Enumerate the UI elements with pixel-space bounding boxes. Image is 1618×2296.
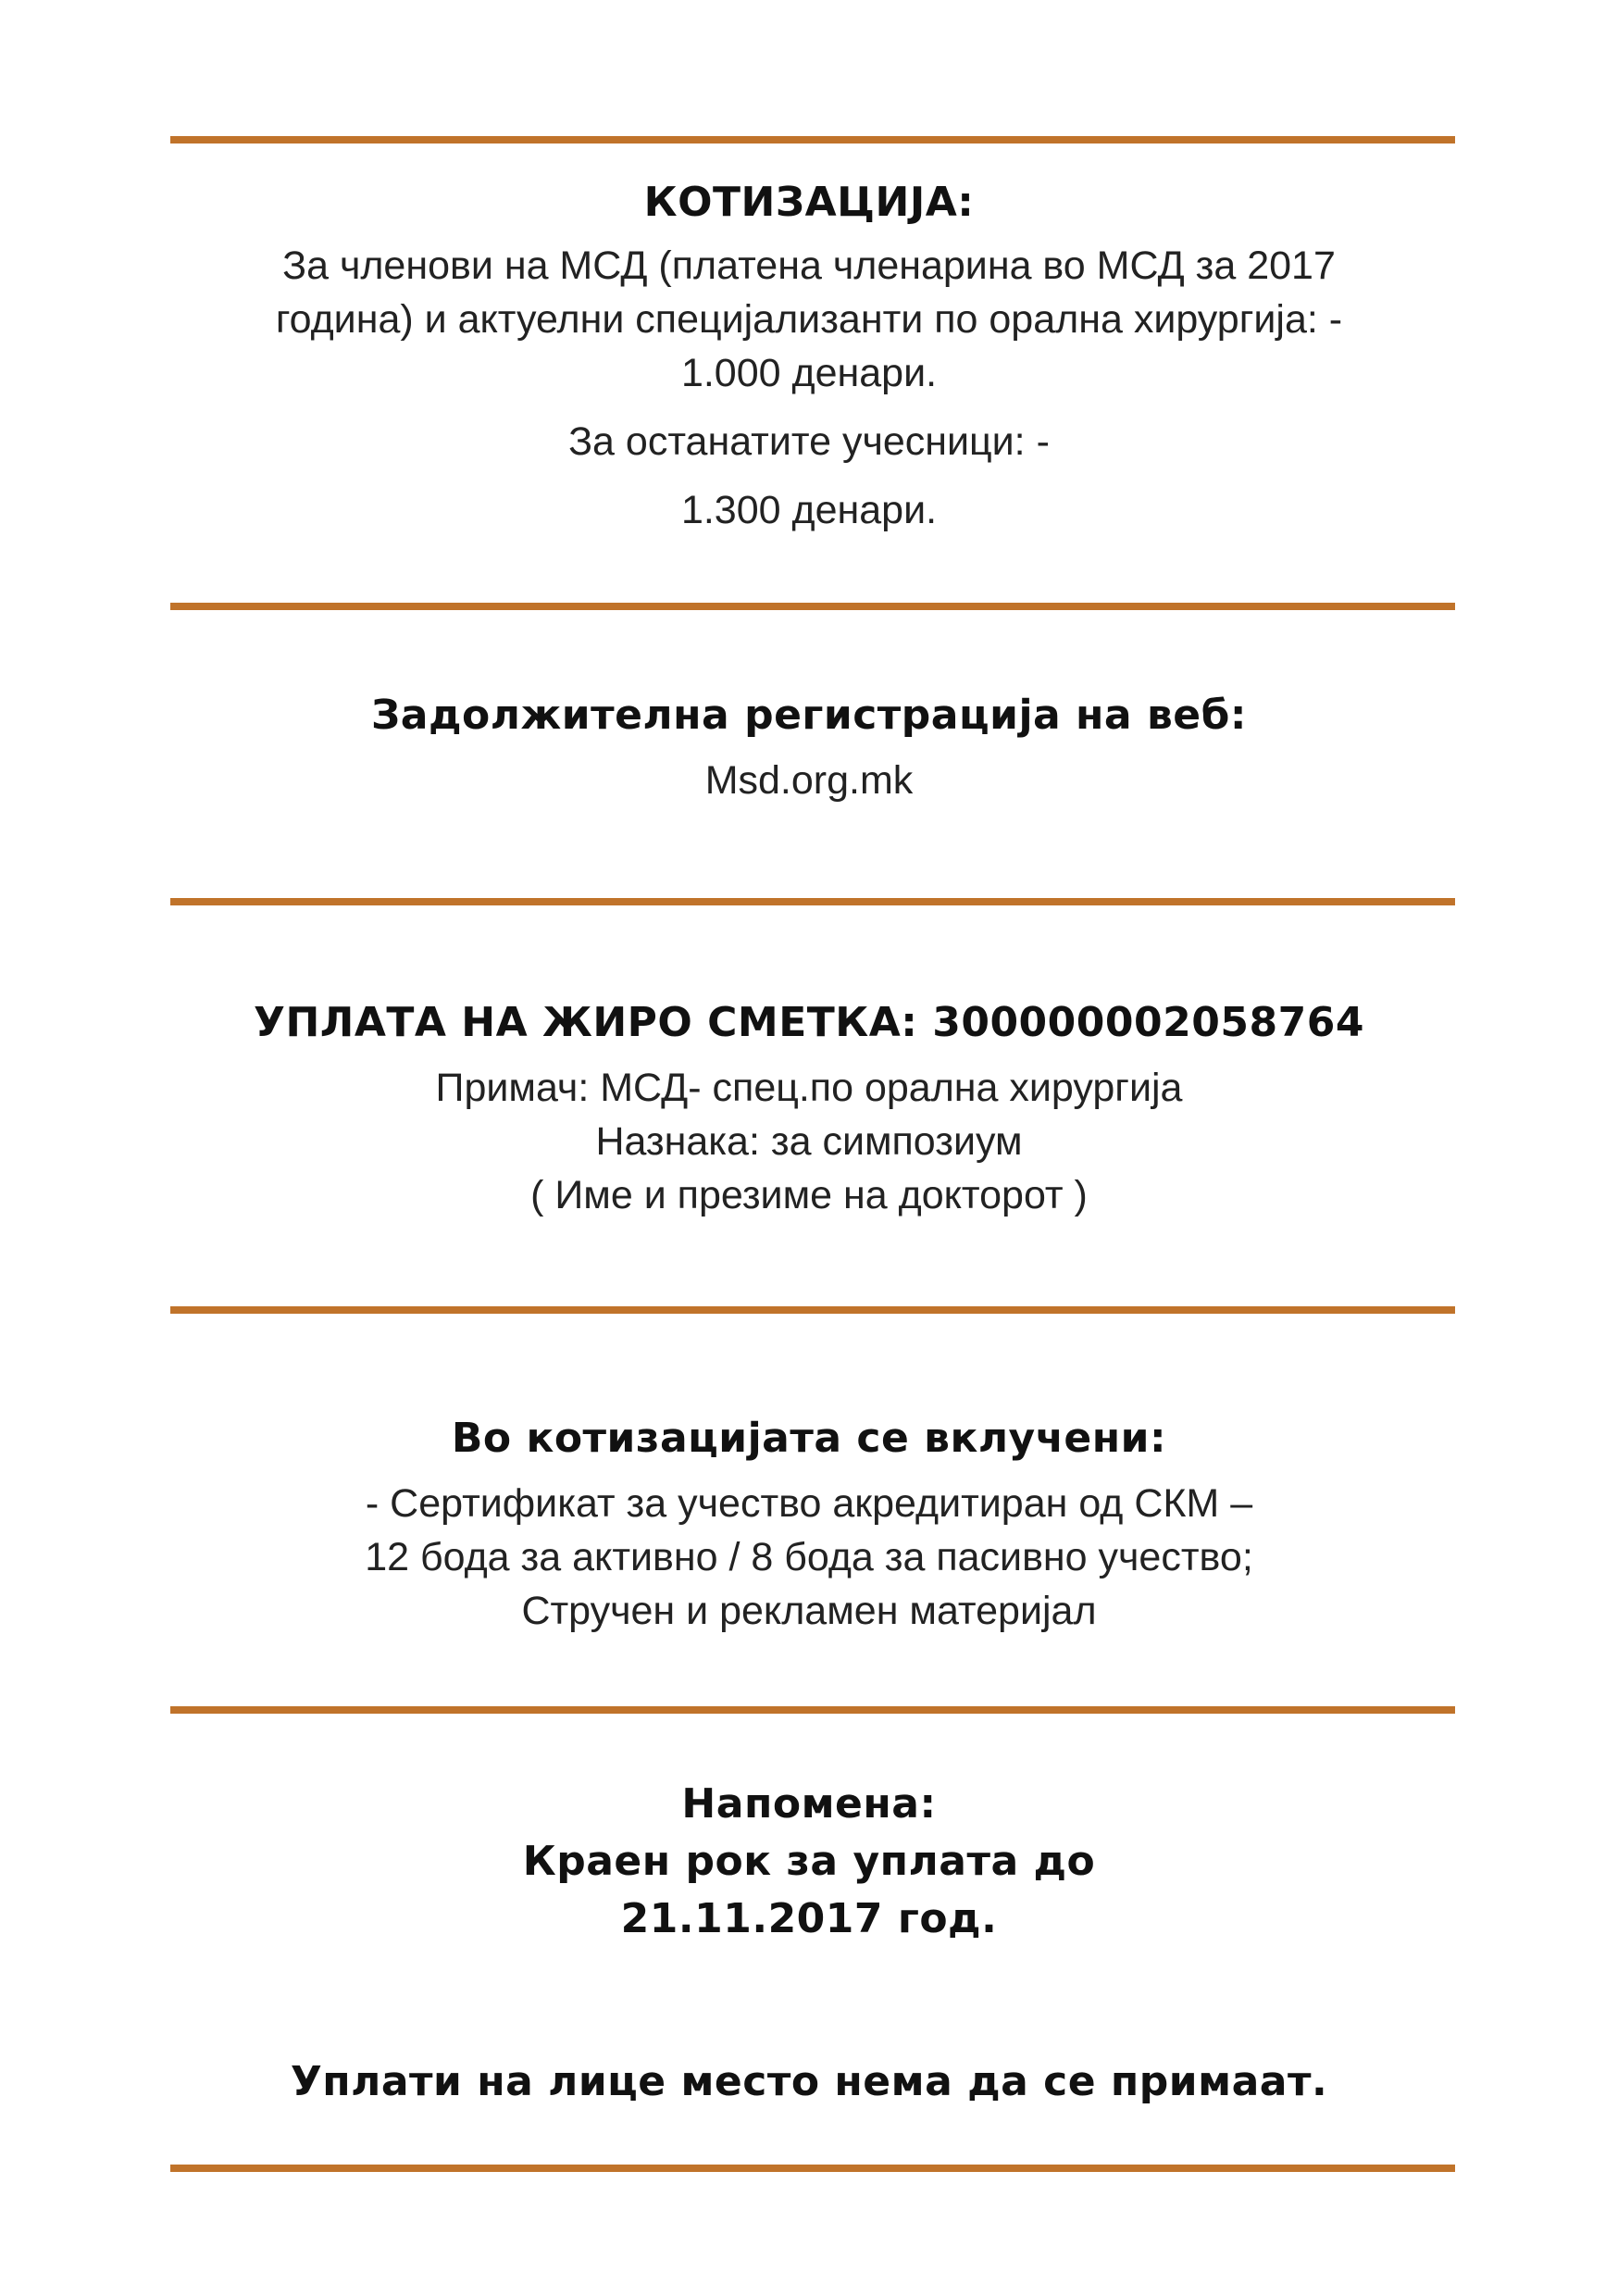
registration-website: Msd.org.mk bbox=[704, 758, 914, 803]
registration-section bbox=[130, 687, 1488, 807]
divider-rule bbox=[170, 136, 1455, 144]
payment-name-note: ( Име и презиме на докторот ) bbox=[530, 1173, 1088, 1217]
fee-heading: КОТИЗАЦИЈА: bbox=[643, 179, 975, 226]
included-line-2: 12 бода за активно / 8 бода за пасивно учество; bbox=[365, 1535, 1253, 1579]
included-section bbox=[130, 1410, 1488, 1638]
payment-recipient: Примач: МСД- спец.по орална хирургија bbox=[435, 1066, 1183, 1110]
divider-rule bbox=[170, 898, 1455, 905]
payment-purpose: Назнака: за симпозиум bbox=[595, 1119, 1023, 1164]
note-section bbox=[130, 1776, 1488, 1948]
registration-heading: Задолжителна регистрација на веб: bbox=[371, 692, 1247, 739]
divider-rule bbox=[170, 2165, 1455, 2172]
divider-rule bbox=[170, 1706, 1455, 1714]
divider-rule bbox=[170, 1306, 1455, 1314]
note-deadline-line-2: 21.11.2017 год. bbox=[620, 1895, 998, 1942]
note-deadline-line-1: Краен рок за уплата до bbox=[522, 1838, 1096, 1885]
fee-member-line-2: година) и актуелни специјализанти по орална хирургија: - bbox=[275, 297, 1343, 342]
fee-others-amount: 1.300 денари. bbox=[680, 488, 938, 532]
fee-member-line-1: За членови на МСД (платена членарина во МСД за 2017 bbox=[282, 243, 1336, 288]
fee-section bbox=[130, 174, 1488, 537]
divider-rule bbox=[170, 603, 1455, 610]
payment-heading: УПЛАТА НА ЖИРО СМЕТКА: 300000002058764 bbox=[254, 999, 1364, 1046]
payment-section bbox=[130, 994, 1488, 1222]
note-onsite: Уплати на лице место нема да се примаат. bbox=[290, 2058, 1328, 2105]
note-heading: Напомена: bbox=[681, 1780, 937, 1828]
onsite-notice bbox=[130, 2053, 1488, 2111]
fee-others-line: За останатите учесници: - bbox=[568, 419, 1050, 464]
included-line-1: - Сертификат за учество акредитиран од СКМ – bbox=[365, 1481, 1253, 1526]
fee-member-amount: 1.000 денари. bbox=[680, 351, 938, 395]
included-line-3: Стручен и рекламен материјал bbox=[521, 1589, 1097, 1633]
included-heading: Во котизацијата се вклучени: bbox=[451, 1415, 1167, 1462]
